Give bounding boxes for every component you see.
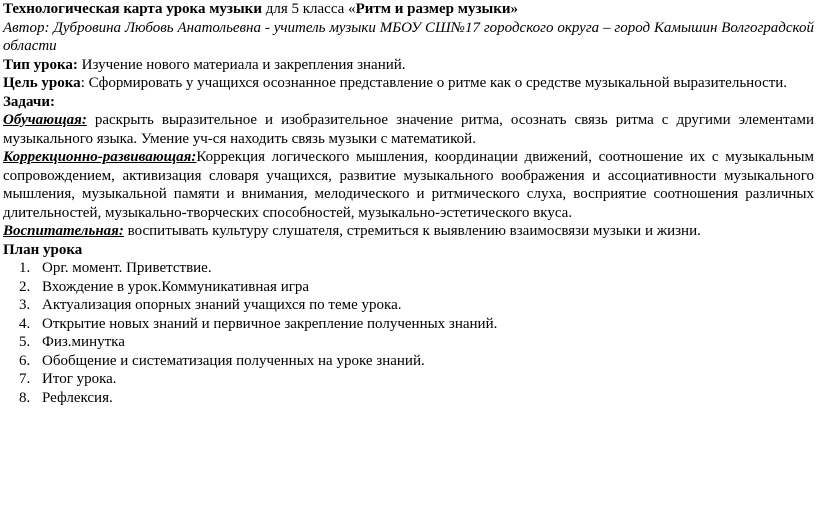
lesson-goal [3, 74, 814, 93]
task-corrective-label: Коррекционно-развивающая: [3, 149, 197, 165]
task-corrective-text: Коррекция логического мышления, координации движений, соотношение их с музыкальным сопровождением, активизация словаря учащихся, развитие музыкального воображения и ассоциативности музыкального мышления, музыкальной памяти и внимания, мелодического и ритмического слуха, восприятие соотношения различных длительностей, музыкально-творческих способностей, музыкально-эстетического вкуса. [3, 149, 814, 221]
lesson-goal-label: Цель урока [3, 75, 81, 91]
plan-heading: План урока [3, 241, 83, 258]
list-item-number: 1. [19, 260, 31, 276]
lesson-type-label: Тип урока: [3, 56, 78, 73]
document-title [3, 0, 814, 19]
title-suffix: » [510, 1, 518, 17]
task-corrective [3, 148, 814, 222]
title-prefix: Технологическая карта урока музыки [3, 1, 262, 17]
task-educational-text: раскрыть выразительное и изобразительное значение ритма, осознать связь ритма с другими элементами музыкального языка. Умение уч-ся находить связь музыки с математикой. [3, 112, 814, 147]
list-item [19, 278, 814, 297]
author-line: Автор: Дубровина Любовь Анатольевна - учитель музыки МБОУ СШ№17 городского округа – город Камышин Волгоградской области [3, 19, 814, 54]
title-topic: Ритм и размер музыки [355, 1, 511, 17]
list-item [19, 315, 814, 334]
task-upbringing-label: Воспитательная: [3, 223, 124, 239]
list-item-text: Орг. момент. Приветствие. [42, 260, 212, 276]
tasks-heading: Задачи: [3, 93, 56, 110]
list-item-text: Рефлексия. [42, 389, 113, 406]
list-item-text: Открытие новых знаний и первичное закрепление полученных знаний. [42, 315, 498, 332]
task-educational [3, 111, 814, 148]
lesson-type-value: Изучение нового материала и закрепления знаний. [77, 56, 406, 73]
list-item [19, 333, 814, 352]
list-item [19, 296, 814, 315]
list-item-text: Обобщение и систематизация полученных на уроке знаний. [42, 352, 425, 369]
list-item-text: Итог урока. [42, 371, 117, 387]
list-item-number: 4. [19, 315, 31, 332]
list-item-text: Вхождение в урок.Коммуникативная игра [42, 278, 310, 295]
title-middle: для 5 класса « [261, 1, 356, 17]
list-item [19, 389, 814, 408]
list-item-number: 7. [19, 371, 31, 387]
task-upbringing-text: воспитывать культуру слушателя, стремиться к выявлению взаимосвязи музыки и жизни. [123, 223, 701, 239]
lesson-type [3, 56, 814, 75]
list-item-number: 5. [19, 334, 31, 350]
list-item-number: 2. [19, 278, 31, 295]
task-educational-label: Обучающая: [3, 112, 87, 128]
list-item-number: 3. [19, 297, 31, 313]
list-item [19, 352, 814, 371]
task-upbringing [3, 222, 814, 241]
plan-list [3, 259, 814, 407]
list-item [19, 370, 814, 389]
list-item-text: Актуализация опорных знаний учащихся по теме урока. [42, 297, 402, 313]
list-item [19, 259, 814, 278]
lesson-goal-value: : Сформировать у учащихся осознанное представление о ритме как о средстве музыкальной выразительности. [80, 75, 788, 91]
list-item-text: Физ.минутка [42, 334, 125, 350]
list-item-number: 8. [19, 389, 31, 406]
list-item-number: 6. [19, 352, 31, 369]
